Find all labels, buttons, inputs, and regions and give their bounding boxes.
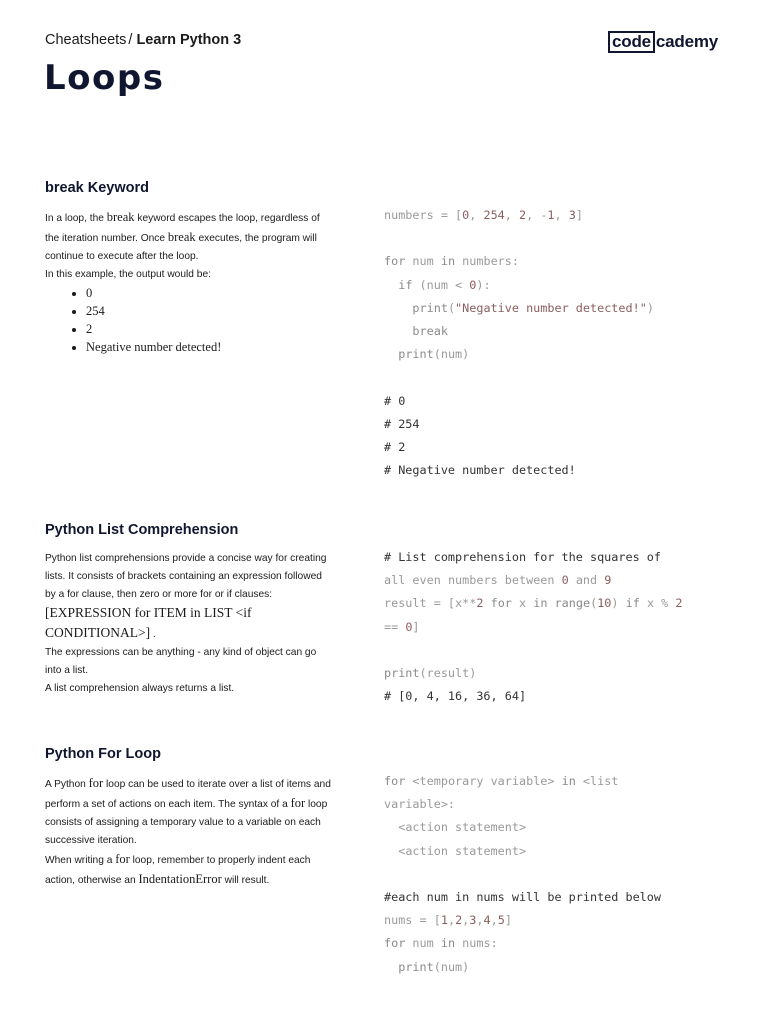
code-line: print(num) bbox=[398, 959, 470, 974]
codecademy-logo[interactable] bbox=[608, 31, 718, 53]
inline-code: [EXPRESSION for ITEM in LIST <if CONDITIONAL>] bbox=[45, 605, 252, 640]
section-description bbox=[45, 208, 335, 356]
code-line: nums = [1,2,3,4,5] bbox=[384, 913, 512, 928]
code-line: for <temporary variable> in <list bbox=[384, 774, 619, 788]
code-line: # List comprehension for the squares of bbox=[384, 550, 661, 564]
list-item: • 2 bbox=[86, 320, 335, 338]
section-title: Python For Loop bbox=[45, 746, 161, 762]
description-paragraph bbox=[45, 550, 335, 644]
code-line: numbers = [0, 254, 2, -1, 3] bbox=[384, 208, 583, 222]
text: loop consists of assigning a temporary value to a variable on each successive iteration. bbox=[45, 799, 328, 846]
code-line: <action statement> bbox=[384, 820, 527, 835]
code-line bbox=[384, 366, 734, 389]
code-line: for num in nums: bbox=[384, 936, 498, 951]
breadcrumb-course[interactable]: Learn Python 3 bbox=[136, 32, 242, 48]
list-item: • Negative number detected! bbox=[86, 338, 335, 356]
code-line: break bbox=[412, 323, 448, 338]
code-line: variable>: bbox=[384, 797, 456, 812]
code-line: # Negative number detected! bbox=[384, 463, 576, 478]
breadcrumb bbox=[45, 32, 241, 48]
text: When writing a bbox=[45, 855, 116, 866]
code-line: <action statement> bbox=[384, 843, 527, 858]
section-description bbox=[45, 550, 335, 698]
code-block bbox=[384, 546, 734, 708]
code-line: # [0, 4, 16, 36, 64] bbox=[384, 689, 527, 704]
inline-code: for bbox=[88, 776, 104, 790]
inline-code: break bbox=[106, 210, 135, 224]
code-line: #each num in nums will be printed below bbox=[384, 889, 661, 904]
text: keyword escapes the loop, regardless of the iteration number. Once bbox=[45, 213, 320, 244]
text: loop can be used to iterate over a list of items and perform a set of actions on each item. The syntax of a bbox=[45, 779, 331, 810]
inline-code: for bbox=[290, 796, 306, 810]
section-title: break Keyword bbox=[45, 180, 149, 196]
text: loop, remember to properly indent each action, otherwise an bbox=[45, 855, 311, 886]
text: Python list comprehensions provide a concise way for creating lists. It consists of brackets containing an expression followed by a for clause, then zero or more for or if clauses: bbox=[45, 553, 327, 600]
description-paragraph: A list comprehension always returns a list. bbox=[45, 683, 235, 694]
code-line: for num in numbers: bbox=[384, 254, 519, 269]
description-paragraph: In this example, the output would be: bbox=[45, 269, 211, 280]
list-item: • 254 bbox=[86, 302, 335, 320]
text: will result. bbox=[221, 875, 270, 886]
list-item: • 0 bbox=[86, 284, 335, 302]
breadcrumb-cheatsheets[interactable]: Cheatsheets bbox=[45, 32, 127, 48]
code-line: all even numbers between 0 and 9 bbox=[384, 573, 612, 588]
code-block bbox=[384, 770, 734, 979]
output-list bbox=[45, 284, 335, 356]
inline-code: for bbox=[115, 852, 130, 866]
section-description bbox=[45, 774, 335, 890]
code-line bbox=[384, 639, 734, 662]
code-line: print(num) bbox=[398, 347, 470, 362]
code-line: # 0 bbox=[384, 393, 406, 408]
logo-rest-text: cademy bbox=[655, 32, 719, 51]
code-line: == 0] bbox=[384, 619, 420, 634]
code-line: print("Negative number detected!") bbox=[412, 300, 654, 315]
code-line: # 2 bbox=[384, 439, 406, 454]
code-line bbox=[384, 227, 734, 250]
description-paragraph bbox=[45, 850, 335, 890]
code-line: print(result) bbox=[384, 665, 477, 680]
text: In a loop, the bbox=[45, 213, 107, 224]
inline-code: IndentationError bbox=[138, 872, 222, 886]
text: . bbox=[150, 629, 156, 640]
code-line: if (num < 0): bbox=[398, 277, 491, 292]
code-block bbox=[384, 204, 734, 482]
code-line: # 254 bbox=[384, 416, 420, 431]
code-line: result = [x**2 for x in range(10) if x % 2 bbox=[384, 596, 683, 611]
inline-code: break bbox=[167, 230, 196, 244]
breadcrumb-separator: / bbox=[128, 32, 133, 48]
text: executes, the program will continue to execute after the loop. bbox=[45, 233, 317, 262]
description-paragraph: The expressions can be anything - any kind of object can go into a list. bbox=[45, 647, 317, 676]
description-paragraph bbox=[45, 208, 335, 266]
logo-box-text: code bbox=[608, 31, 655, 53]
description-paragraph bbox=[45, 774, 335, 850]
page-title: Loops bbox=[44, 58, 165, 98]
text: A Python bbox=[45, 779, 89, 790]
section-title: Python List Comprehension bbox=[45, 522, 239, 538]
code-line bbox=[384, 863, 734, 886]
